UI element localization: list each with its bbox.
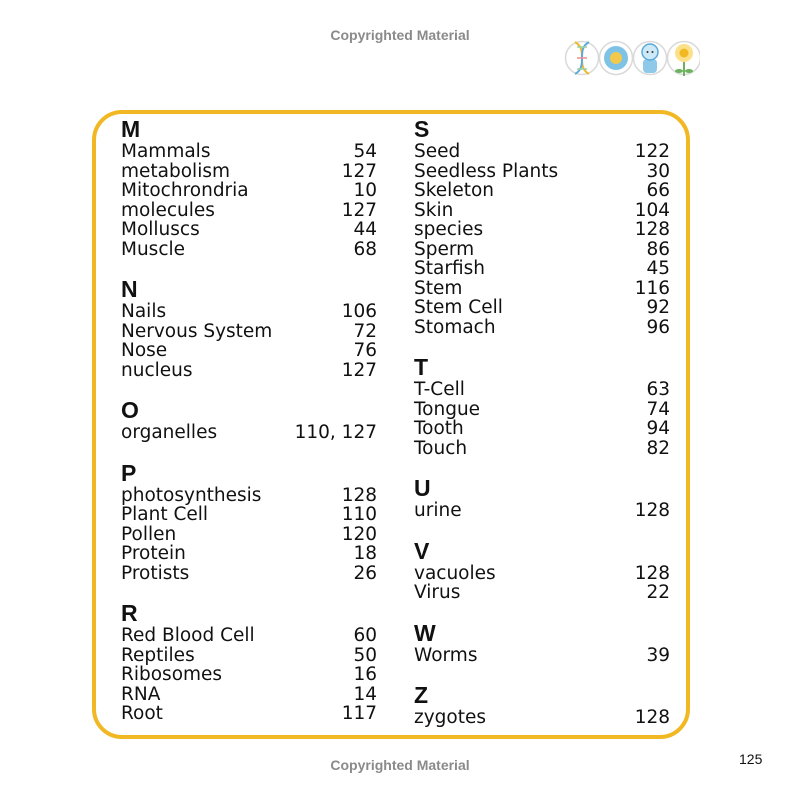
- entry-term: Stem Cell: [414, 297, 503, 318]
- entry-term: Stem: [414, 277, 463, 299]
- section-letter: W: [414, 619, 436, 646]
- entry-term: photosynthesis: [121, 484, 262, 506]
- entry-term: Red Blood Cell: [121, 625, 255, 646]
- entry-page: 30: [646, 160, 670, 182]
- entry-page: 76: [353, 340, 377, 361]
- index-entry: [121, 665, 377, 685]
- entry-term: Seed: [414, 141, 461, 162]
- index-entry: [121, 626, 377, 646]
- entry-page: 74: [646, 398, 670, 420]
- index-section: [121, 277, 377, 380]
- entry-page: 45: [646, 258, 670, 279]
- entry-term: Tooth: [414, 418, 464, 439]
- entry-term: organelles: [121, 422, 218, 443]
- index-entry: [414, 646, 670, 666]
- index-entry: [414, 318, 670, 338]
- index-section: [121, 601, 377, 724]
- entry-page: 18: [353, 543, 377, 564]
- index-column-left: [121, 117, 377, 742]
- index-entry: [121, 322, 377, 342]
- section-letter: N: [121, 276, 138, 302]
- index-entry: [121, 544, 377, 564]
- index-entry: [121, 525, 377, 545]
- flower-icon: [668, 42, 701, 77]
- entry-term: Reptiles: [121, 644, 195, 666]
- index-entry: [121, 201, 377, 221]
- index-section: [414, 683, 670, 728]
- entry-page: 39: [646, 644, 670, 666]
- entry-page: 128: [634, 219, 670, 240]
- index-section: [121, 398, 377, 443]
- index-entry: [414, 181, 670, 201]
- index-entry: [414, 240, 670, 260]
- entry-term: Mitochrondria: [121, 180, 249, 201]
- entry-term: Skeleton: [414, 180, 494, 201]
- entry-term: metabolism: [121, 160, 230, 182]
- index-entry: [414, 419, 670, 439]
- index-entry: [121, 181, 377, 201]
- index-entry: [414, 439, 670, 459]
- entry-term: Seedless Plants: [414, 160, 559, 182]
- dna-icon: [566, 42, 599, 75]
- index-entry: [414, 583, 670, 603]
- section-letter: O: [121, 397, 139, 423]
- entry-page: 117: [341, 703, 377, 724]
- index-entry: [121, 341, 377, 361]
- entry-page: 128: [634, 500, 670, 521]
- index-entry: [121, 240, 377, 260]
- entry-page: 110: [341, 504, 377, 525]
- entry-page: 60: [353, 625, 377, 646]
- entry-page: 66: [646, 180, 670, 201]
- index-section: [414, 117, 670, 337]
- section-letter: R: [121, 600, 138, 626]
- entry-term: Muscle: [121, 238, 186, 260]
- entry-term: Ribosomes: [121, 664, 223, 685]
- entry-term: Tongue: [414, 398, 481, 420]
- entry-page: 128: [341, 484, 377, 506]
- section-letter: S: [414, 116, 430, 142]
- entry-page: 22: [646, 582, 670, 603]
- entry-page: 110, 127: [294, 422, 377, 443]
- entry-term: Virus: [414, 582, 461, 603]
- entry-term: Touch: [414, 437, 468, 459]
- entry-term: Stomach: [414, 316, 496, 338]
- entry-term: molecules: [121, 199, 215, 221]
- footer-copyright: Copyrighted Material: [330, 757, 470, 773]
- index-entry: [121, 423, 377, 443]
- index-entry: [121, 361, 377, 381]
- index-section: [414, 621, 670, 666]
- index-entry: [121, 646, 377, 666]
- index-entry: [414, 220, 670, 240]
- entry-term: Nose: [121, 340, 168, 361]
- entry-page: 104: [634, 199, 670, 221]
- entry-term: Starfish: [414, 258, 485, 279]
- entry-page: 63: [646, 379, 670, 400]
- entry-page: 50: [353, 644, 377, 666]
- header-icons: [564, 36, 700, 80]
- entry-page: 14: [353, 683, 377, 705]
- index-entry: [414, 259, 670, 279]
- entry-term: Plant Cell: [121, 504, 209, 525]
- entry-term: RNA: [121, 683, 161, 705]
- entry-page: 122: [634, 141, 670, 162]
- section-letter: M: [121, 116, 141, 142]
- index-entry: [121, 302, 377, 322]
- section-letter: U: [414, 475, 431, 501]
- entry-page: 54: [353, 141, 377, 162]
- entry-term: nucleus: [121, 359, 193, 381]
- entry-page: 128: [634, 562, 670, 584]
- entry-page: 120: [341, 523, 377, 545]
- index-entry: [121, 220, 377, 240]
- header-copyright: Copyrighted Material: [330, 27, 470, 43]
- cell-icon: [600, 42, 633, 75]
- entry-term: Mammals: [121, 141, 211, 162]
- index-entry: [121, 685, 377, 705]
- entry-term: Pollen: [121, 523, 177, 545]
- entry-term: Worms: [414, 644, 478, 666]
- entry-page: 44: [353, 219, 377, 240]
- entry-term: Nails: [121, 301, 167, 322]
- entry-term: T-Cell: [414, 379, 465, 400]
- entry-page: 26: [353, 562, 377, 584]
- entry-page: 82: [646, 437, 670, 459]
- entry-page: 127: [341, 199, 377, 221]
- entry-page: 96: [646, 316, 670, 338]
- entry-term: Protists: [121, 562, 190, 584]
- astronaut-icon: [634, 42, 667, 75]
- index-section: [414, 539, 670, 603]
- index-section: [121, 117, 377, 259]
- section-letter: P: [121, 459, 137, 486]
- entry-term: Sperm: [414, 238, 475, 260]
- entry-page: 94: [646, 418, 670, 439]
- index-entry: [414, 142, 670, 162]
- index-entry: [414, 380, 670, 400]
- entry-term: vacuoles: [414, 562, 496, 584]
- entry-term: Skin: [414, 199, 454, 221]
- index-section: [121, 461, 377, 584]
- entry-term: zygotes: [414, 707, 486, 728]
- entry-term: Root: [121, 703, 163, 724]
- index-section: [414, 355, 670, 458]
- entry-term: urine: [414, 500, 462, 521]
- entry-page: 72: [353, 320, 377, 342]
- entry-page: 116: [634, 277, 670, 299]
- entry-term: Nervous System: [121, 320, 273, 342]
- index-entry: [121, 564, 377, 584]
- entry-page: 128: [634, 707, 670, 728]
- section-letter: Z: [414, 682, 429, 708]
- index-entry: [414, 708, 670, 728]
- index-entry: [121, 486, 377, 506]
- entry-term: Molluscs: [121, 219, 200, 240]
- index-entry: [121, 162, 377, 182]
- entry-page: 127: [341, 359, 377, 381]
- index-section: [414, 476, 670, 521]
- index-entry: [121, 142, 377, 162]
- entry-page: 106: [341, 301, 377, 322]
- index-entry: [414, 201, 670, 221]
- index-entry: [121, 704, 377, 724]
- index-entry: [414, 298, 670, 318]
- index-column-right: [414, 117, 670, 746]
- entry-term: Protein: [121, 543, 186, 564]
- section-letter: V: [414, 537, 430, 564]
- index-entry: [414, 162, 670, 182]
- entry-term: species: [414, 219, 484, 240]
- entry-page: 16: [353, 664, 377, 685]
- page-number: 125: [739, 751, 763, 767]
- index-entry: [414, 501, 670, 521]
- index-entry: [414, 564, 670, 584]
- entry-page: 10: [353, 180, 377, 201]
- index-entry: [121, 505, 377, 525]
- entry-page: 127: [341, 160, 377, 182]
- index-entry: [414, 279, 670, 299]
- entry-page: 68: [353, 238, 377, 260]
- index-entry: [414, 400, 670, 420]
- section-letter: T: [414, 354, 429, 380]
- entry-page: 86: [646, 238, 670, 260]
- entry-page: 92: [646, 297, 670, 318]
